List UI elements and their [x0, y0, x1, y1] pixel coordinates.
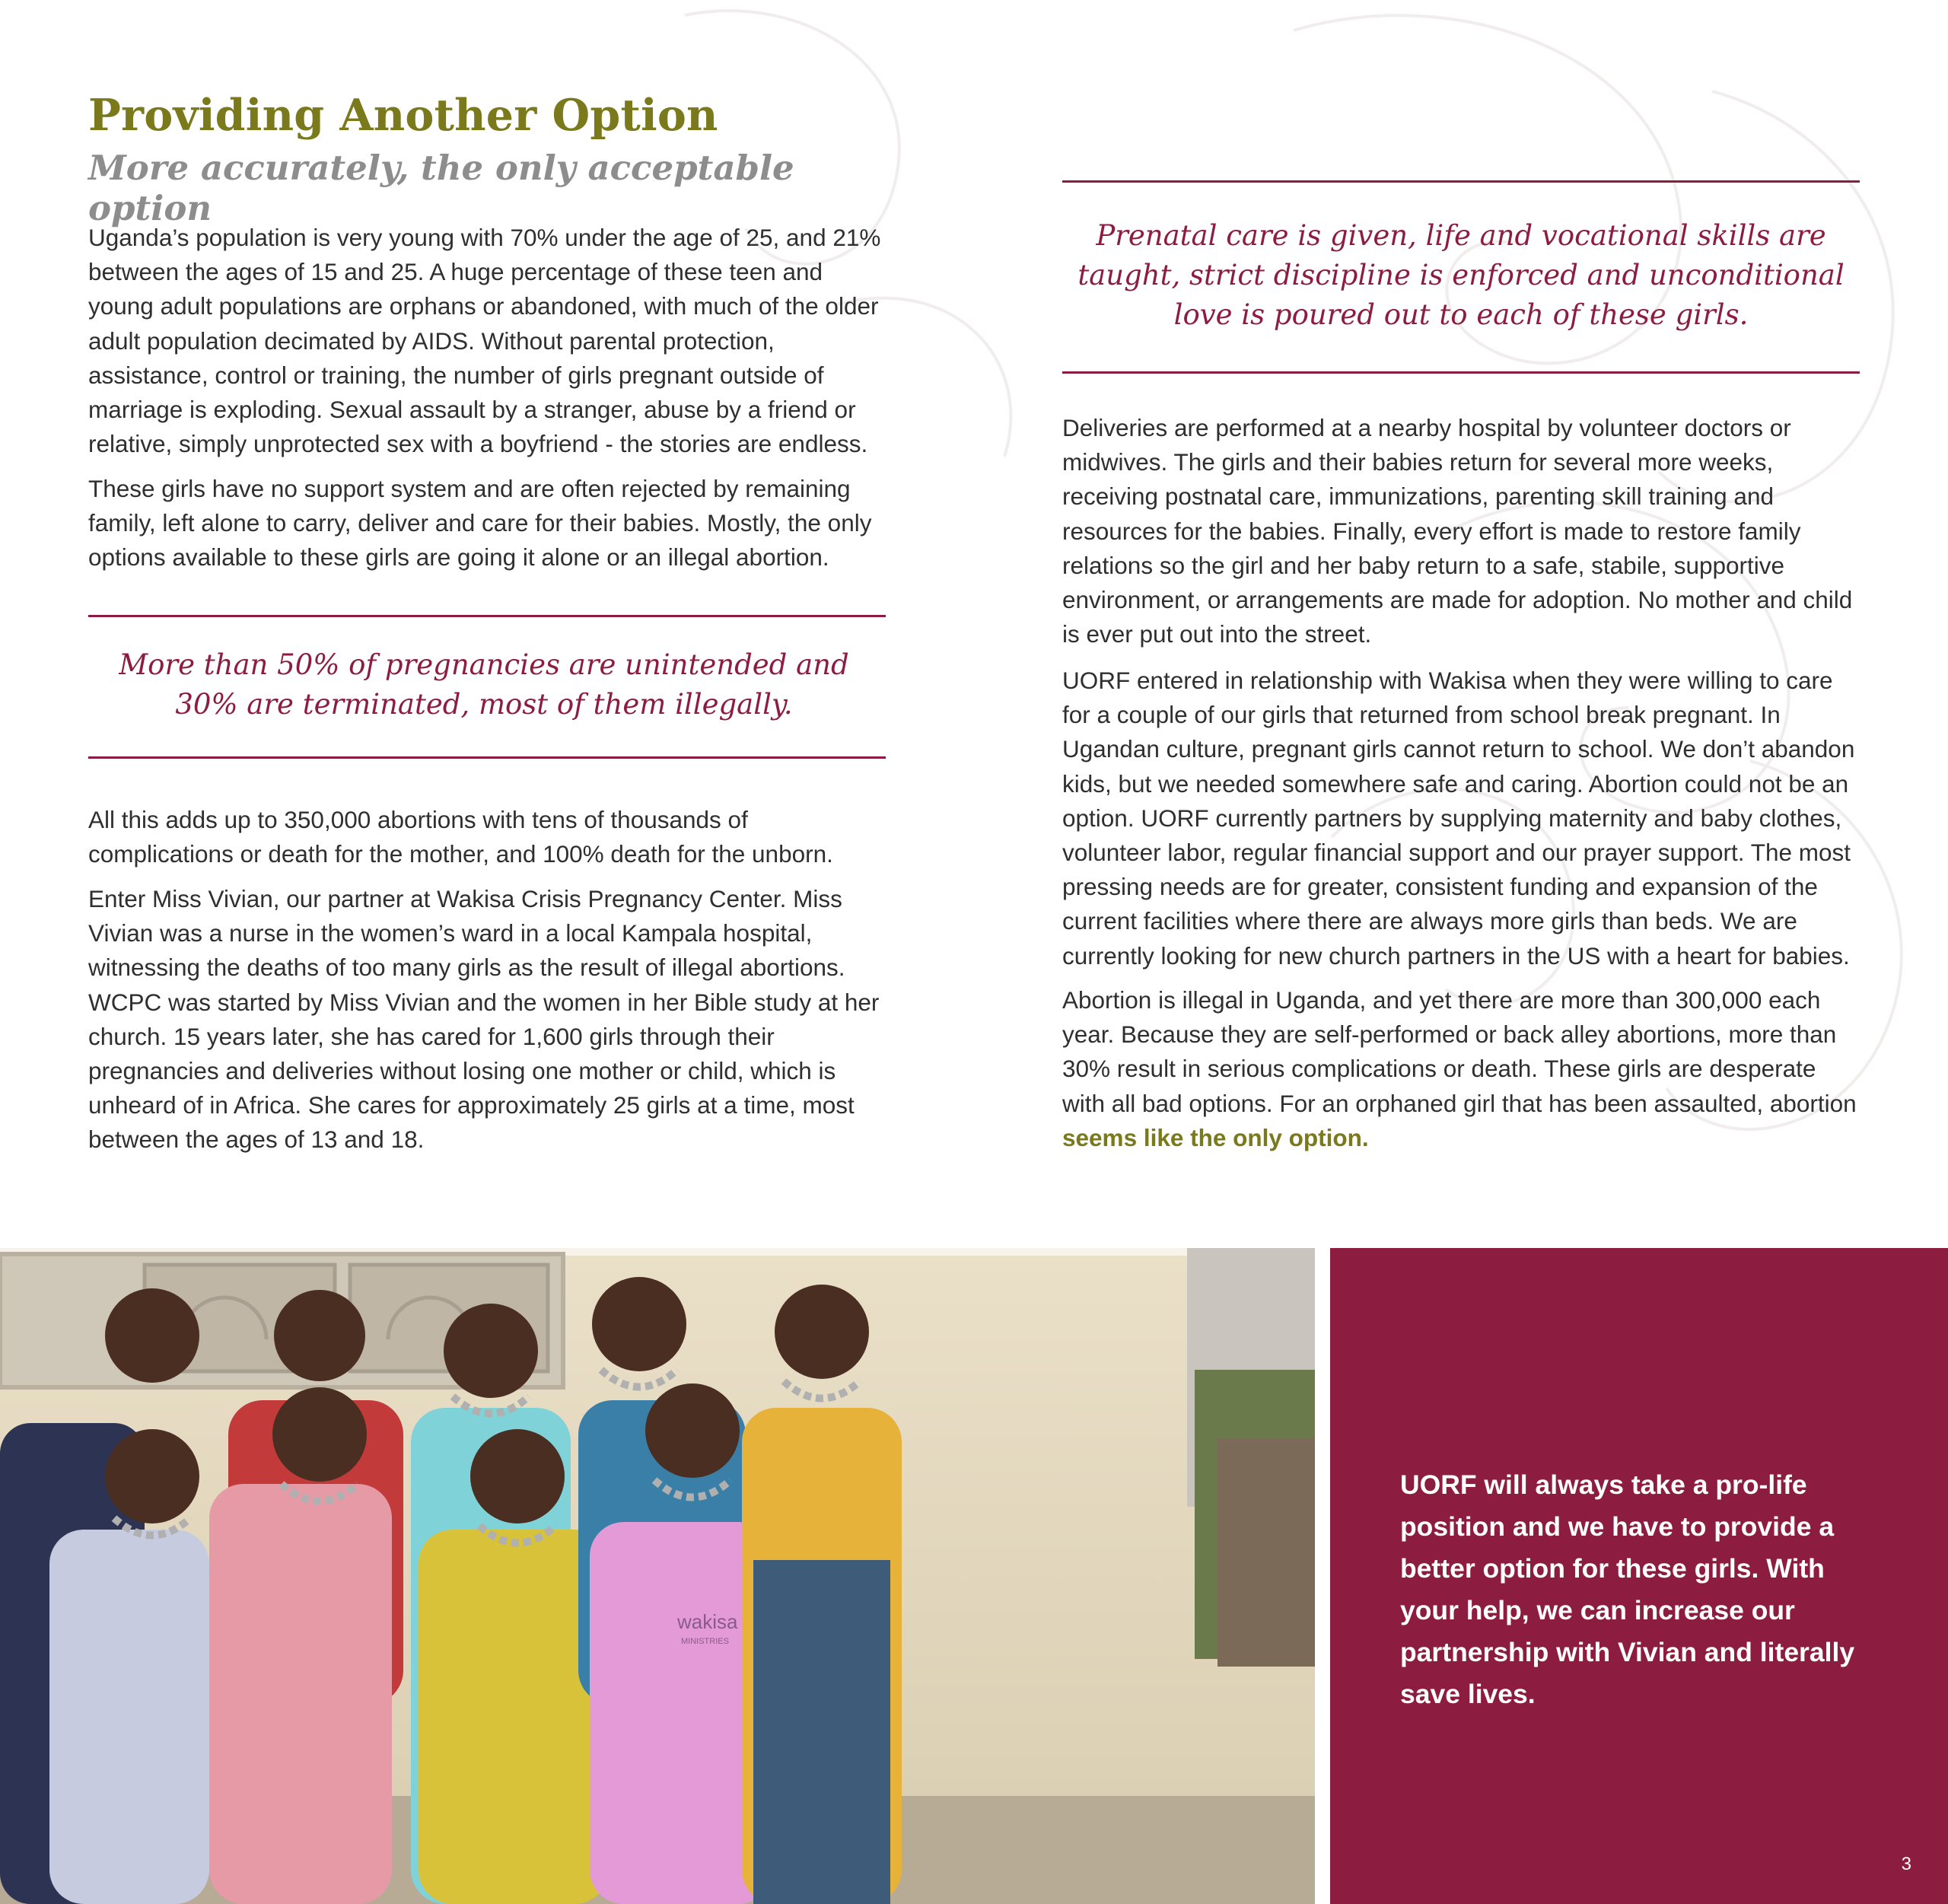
callout-panel: [1330, 1248, 1948, 1904]
shirt-logo-text: wakisa: [677, 1610, 738, 1633]
shirt-logo-subtext: MINISTRIES: [681, 1637, 729, 1646]
right-paragraph-3: [1062, 983, 1861, 1155]
divider-rule: [88, 756, 886, 759]
left-paragraph-3: All this adds up to 350,000 abortions with tens of thousands of complications or death for the mother, and 100% death for the unborn.: [88, 806, 833, 868]
group-photo: [0, 1248, 1315, 1904]
callout-text: UORF will always take a pro-life position and we have to provide a better option for these girls. With your help, we can increase our partnership with Vivian and literally save lives.: [1400, 1469, 1855, 1709]
page-title: Providing Another Option: [88, 90, 718, 141]
group-photo-illustration: [0, 1248, 1315, 1904]
page-subtitle: More accurately, the only acceptable option: [88, 148, 794, 228]
highlight-phrase: seems like the only option.: [1062, 1123, 1369, 1151]
left-paragraph-1: Uganda’s population is very young with 70% under the age of 25, and 21% between the ages of 15 and 25. A huge percentage of these teen and young adult populations are orphans or abandoned, with much of the older adult population decimated by AIDS. Without parental protection, assistance, control or training, the number of girls pregnant outside of marriage is exploding. Sexual assault by a stranger, abuse by a friend or relative, simply unprotected sex with a boyfriend - the stories are endless.: [88, 224, 881, 458]
left-paragraph-4: Enter Miss Vivian, our partner at Wakisa Crisis Pregnancy Center. Miss Vivian was a nurse in the women’s ward in a local Kampala hospital, witnessing the deaths of too many girls as the result of illegal abortions. WCPC was started by Miss Vivian and the women in her Bible study at her church. 15 years later, she has cared for 1,600 girls through their pregnancies and deliveries without losing one mother or child, which is unheard of in Africa. She cares for approximately 25 girls at a time, most between the ages of 13 and 18.: [88, 885, 880, 1154]
right-paragraph-1: Deliveries are performed at a nearby hospital by volunteer doctors or midwives. The girls and their babies return for several more weeks, receiving postnatal care, immunizations, parenting skill training and resources for the babies. Finally, every effort is made to restore family relations so the girl and her baby return to a safe, stabile, supportive environment, or arrangements are made for adoption. No mother and child is ever put out into the street.: [1062, 414, 1853, 648]
right-paragraph-3-text: Abortion is illegal in Uganda, and yet there are more than 300,000 each year. Because they are self-performed or back alley abortions, more than 30% result in serious complications or death. These girls are desperate with all bad options. For an orphaned girl that has been assaulted, abortion: [1062, 986, 1857, 1117]
divider-rule: [1062, 180, 1860, 183]
right-pullquote: Prenatal care is given, life and vocational skills are taught, strict discipline is enforced and unconditional love is poured out to each of these girls.: [1077, 219, 1845, 331]
right-paragraph-2: UORF entered in relationship with Wakisa when they were willing to care for a couple of our girls that returned from school break pregnant. In Ugandan culture, pregnant girls cannot return to school. We don’t abandon kids, but we needed somewhere safe and caring. Abortion could not be an option. UORF currently partners by supplying maternity and baby clothes, volunteer labor, regular financial support and our prayer support. The most pressing needs are for greater, consistent funding and expansion of the current facilities where there are always more girls than beds. We are currently looking for new church partners in the US with a heart for babies.: [1062, 667, 1855, 970]
page-number: 3: [1901, 1854, 1911, 1874]
left-paragraph-2: These girls have no support system and are often rejected by remaining family, left alone to carry, deliver and care for their babies. Mostly, the only options available to these girls are going it alone or an illegal abortion.: [88, 475, 872, 572]
left-pullquote: More than 50% of pregnancies are unintended and 30% are terminated, most of them illegally.: [119, 648, 849, 721]
divider-rule: [1062, 371, 1860, 374]
divider-rule: [88, 615, 886, 617]
